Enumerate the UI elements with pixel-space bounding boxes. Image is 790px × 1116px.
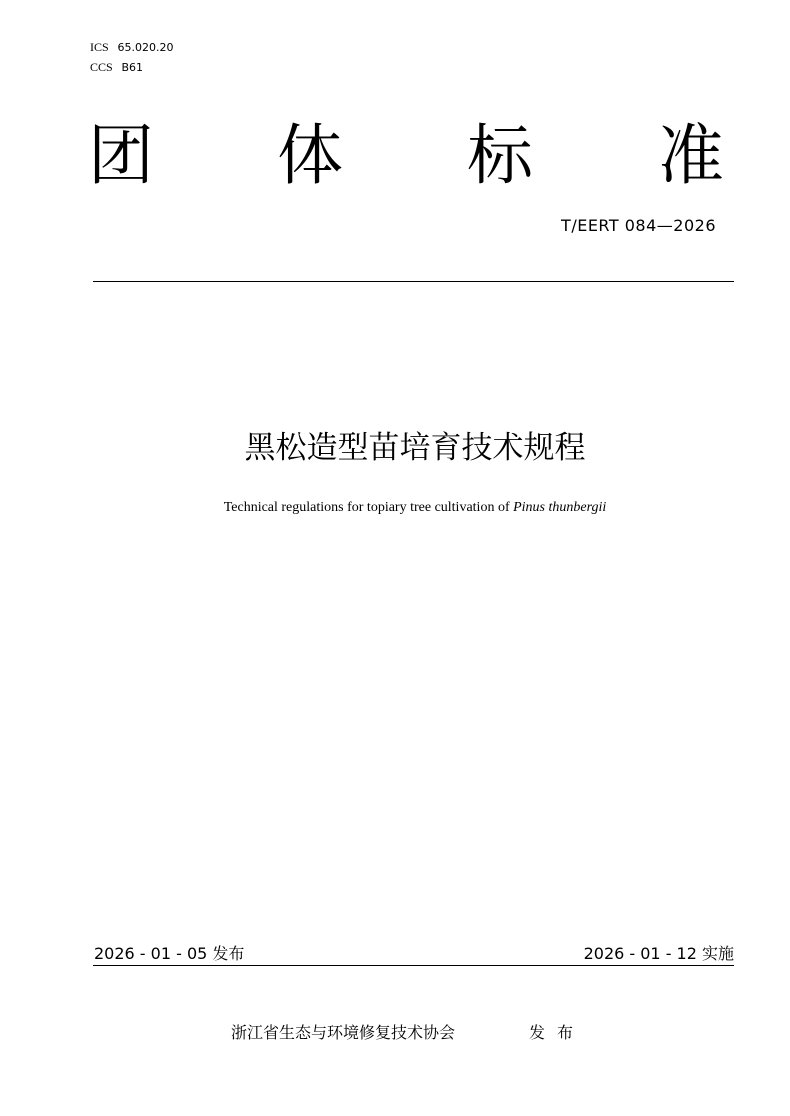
doc-type-char-1: 团: [88, 117, 154, 194]
standard-number: T/EERT 084—2026: [561, 216, 716, 235]
ccs-code: [90, 60, 143, 75]
doc-type-char-3: 标: [467, 117, 533, 194]
doc-type-char-4: 准: [658, 117, 724, 194]
ics-code: [90, 40, 174, 55]
publisher-name: 浙江省生态与环境修复技术协会: [231, 1023, 456, 1042]
title-chinese: 黑松造型苗培育技术规程: [244, 430, 586, 466]
title-english-species: Pinus thunbergii: [513, 500, 607, 515]
title-english-prefix: Technical regulations for topiary tree cultivation of: [223, 500, 514, 515]
doc-type-char-2: 体: [277, 117, 343, 194]
implement-date: 2026 - 01 - 12 实施: [583, 944, 734, 963]
title-english: [0, 500, 790, 516]
ccs-label: CCS: [90, 60, 113, 74]
bottom-divider: [93, 965, 734, 966]
ccs-value: B61: [121, 61, 144, 74]
publisher-action: 发布: [529, 1023, 586, 1042]
ics-value: 65.020.20: [117, 41, 174, 54]
ics-label: ICS: [90, 40, 109, 54]
publish-date: 2026 - 01 - 05 发布: [94, 944, 245, 963]
top-divider: [93, 281, 734, 282]
